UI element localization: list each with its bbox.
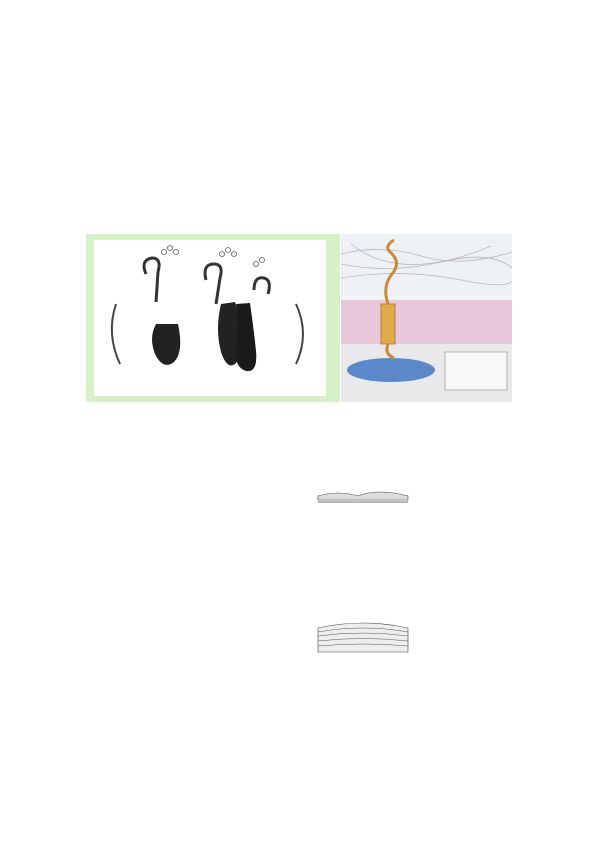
list-item [102, 626, 122, 637]
membrane-model-illustration [86, 234, 340, 402]
transmembrane-protein-illustration [341, 234, 512, 402]
stratified-squamous-layer [318, 623, 408, 652]
transmembrane-protein-figure [341, 234, 512, 402]
section-1-heading [103, 152, 120, 163]
epithelium-illustration [308, 486, 412, 656]
section-2-heading [103, 440, 120, 451]
cytoplasmic-callout-box [445, 352, 507, 390]
membrane-model-figure [86, 234, 340, 402]
epithelium-types-figure [308, 486, 412, 656]
list-item [102, 736, 122, 747]
list-item [102, 718, 122, 729]
list-item [102, 489, 122, 500]
list-item [102, 523, 122, 534]
cytoplasmic-protein [347, 358, 435, 382]
lipid-bilayer-band [341, 300, 512, 344]
transmembrane-helix [381, 304, 395, 344]
list-item [102, 591, 122, 602]
list-item [102, 557, 122, 568]
